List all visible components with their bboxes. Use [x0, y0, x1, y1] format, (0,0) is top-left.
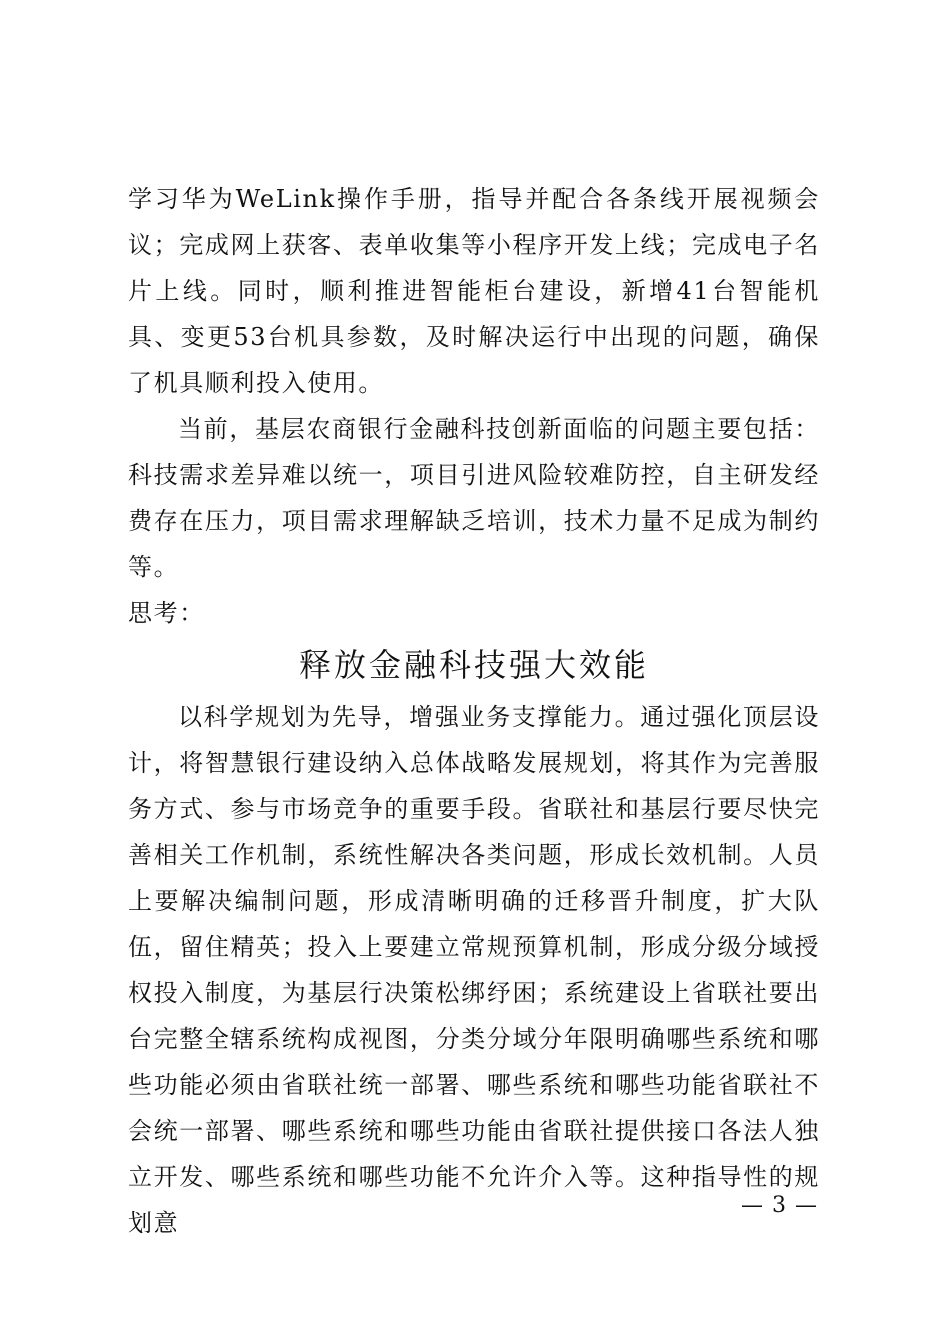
paragraph-continuation: 学习华为WeLink操作手册，指导并配合各条线开展视频会议；完成网上获客、表单收集等小程序开发上线；完成电子名片上线。同时，顺利推进智能柜台建设，新增41台智能机具、变更53台机具参数，及时解决运行中出现的问题，确保了机具顺利投入使用。	[128, 185, 820, 397]
page-number: — 3 —	[741, 1193, 818, 1218]
document-body	[128, 176, 820, 1246]
thinking-label: 思考：	[128, 599, 205, 627]
paragraph-planning: 以科学规划为先导，增强业务支撑能力。通过强化顶层设计，将智慧银行建设纳入总体战略发展规划，将其作为完善服务方式、参与市场竞争的重要手段。省联社和基层行要尽快完善相关工作机制，系统性解决各类问题，形成长效机制。人员上要解决编制问题，形成清晰明确的迁移晋升制度，扩大队伍，留住精英；投入上要建立常规预算机制，形成分级分域授权投入制度，为基层行决策松绑纾困；系统建设上省联社要出台完整全辖系统构成视图，分类分域分年限明确哪些系统和哪些功能必须由省联社统一部署、哪些系统和哪些功能省联社不会统一部署、哪些系统和哪些功能由省联社提供接口各法人独立开发、哪些系统和哪些功能不允许介入等。这种指导性的规划意	[128, 703, 820, 1237]
section-heading: 释放金融科技强大效能	[298, 646, 649, 684]
paragraph-current-problems: 当前，基层农商银行金融科技创新面临的问题主要包括：科技需求差异难以统一，项目引进风险较难防控，自主研发经费存在压力，项目需求理解缺乏培训，技术力量不足成为制约等。	[128, 415, 820, 581]
